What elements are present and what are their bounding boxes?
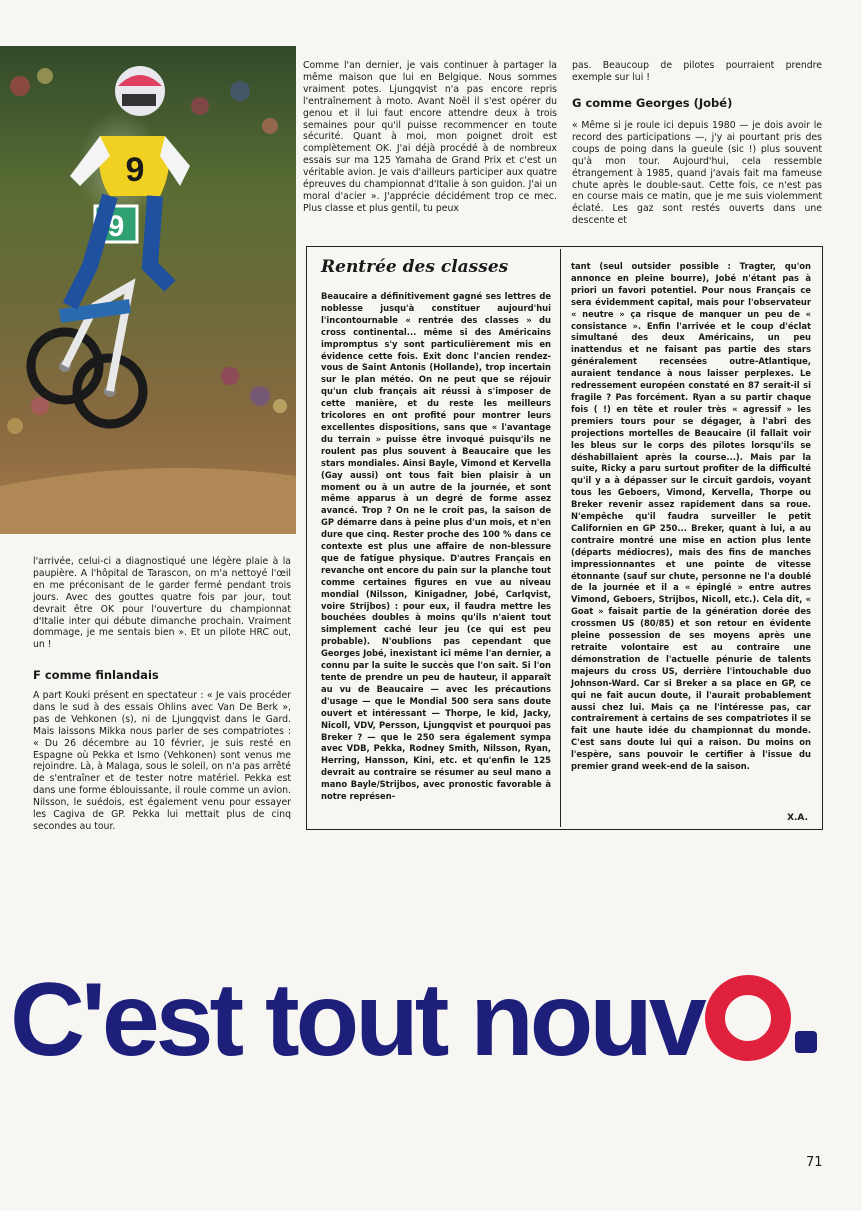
ad-red-o-letter bbox=[705, 975, 791, 1061]
bib-number: 9 bbox=[125, 151, 145, 189]
middle-column-top: Comme l'an dernier, je vais continuer à partager la même maison que lui en Belgique. Nous sommes vraiment potes. Ljungqvist n'a pas encore repris l'entraînement à moto. Avant Noël il s'est opérer du genou et il lui faut encore attendre deux à trois semaines pour qu'il puisse recommencer en toute sécurité. Quant à moi, mon poignet droit est complètement OK. J'ai déjà procédé à de nombreux essais sur ma 125 Yamaha de Grand Prix et c'est un véritable avion. Je vais d'ailleurs participer aux quatre épreuves du championnat d'Italie à son guidon. J'ai un moral d'acier ». J'apprécie décidément trop ce mec. Plus classe et plus gentil, tu peux bbox=[303, 60, 557, 214]
right-column-body-g: « Même si je roule ici depuis 1980 — je dois avoir le record des participations —, j'y ai pourtant pris des coups de poing dans la gueule (sic !) plus souvent qu'à mon tour. Aujourd'hui, cela ressemble étrangement à 1985, quand j'avais fait ma fameuse chute après le double-saut. Cette fois, ce n'est pas en course mais ce matin, que je me suis violemment éclaté. Les gaz sont restés ouverts dans une descente et bbox=[572, 120, 822, 227]
left-column-body-f: A part Kouki présent en spectateur : « Je vais procéder dans le sud à des essais Ohlins avec Van De Berk », pas de Vehkonen (s), ni de Ljungqvist dans le Gard. Mais laissons Mikka nous parler de ses compatriotes : « Du 26 décembre au 10 février, je suis resté en Espagne où Pekka et Ismo (Vehkonen) sont venus me rejoindre. Là, à Malaga, sous le soleil, on n'a pas arrêté de s'entraîner et de tester notre matériel. Pekka est dans une forme éblouissante, il roule comme un avion. Nilsson, le suédois, est également venu pour essayer les Cagiva de GP. Pekka lui mettait plus de cinq secondes au tour. bbox=[33, 690, 291, 832]
box-column-divider bbox=[560, 249, 561, 827]
ad-headline-text: C'est tout nouv bbox=[10, 962, 703, 1078]
sidebar-box-rentree-des-classes bbox=[306, 246, 823, 830]
ad-period-dot bbox=[795, 1031, 817, 1053]
page-number: 71 bbox=[806, 1155, 823, 1170]
motocross-photo bbox=[0, 46, 296, 534]
motocross-rider-illustration bbox=[0, 46, 296, 534]
ad-headline bbox=[10, 960, 855, 1080]
fender-number: 9 bbox=[107, 210, 125, 243]
heading-f-comme-finlandais: F comme finlandais bbox=[33, 668, 159, 682]
box-signature: X.A. bbox=[787, 813, 808, 823]
box-column-1: Beaucaire a définitivement gagné ses lettres de noblesse jusqu'à constituer aujourd'hui l'incontournable « rentrée des classes » du cross continental... même si des Américains impromptus s'y sont particulièrement mis en évidence cette fois. Exit donc l'ancien rendez-vous de Saint Antonis (Hollande), trop incertain sur le plan météo. On ne peut que se réjouir qu'un club français ait réussi à s'imposer de cette manière, et du reste les meilleurs tricolores en ont profité pour montrer leurs excellentes dispositions, sans que « l'avantage du terrain » puisse être invoqué puisqu'ils ne roulent pas plus souvent à Beaucaire que les stars mondiales. Ainsi Bayle, Vimond et Kervella (Gay aussi) ont tous fait bien plaisir à un moment ou à un autre de la journée, et sont même apparus à un degré de forme assez avancé. Trop ? On ne le croit pas, la saison de GP démarre dans à peine plus d'un mois, et n'en dure que cinq. Rester proche des 100 % dans ce contexte est plus une affaire de non-blessure que de fatigue physique. D'autres Français en revanche ont encore du pain sur la planche tout comme certaines figures en vue au niveau mondial (Nilsson, Kinigadner, Jobé, Carlqvist, voire Strijbos) : pour eux, il faudra mettre les bouchées doubles à moins qu'ils n'aient tout simplement caché leur jeu (ce qui est peu probable). N'oublions pas cependant que Georges Jobé, inexistant ici même l'an dernier, a connu par la suite le succès que l'on sait. Si l'on tente de prendre un peu de hauteur, il apparaît au vu de Beaucaire — avec les précautions d'usage — que le Mondial 500 sera sans doute ouvert et intéressant — Thorpe, le kid, Jacky, Nicoll, VDV, Persson, Ljungqvist et pourquoi pas Breker ? — que le 250 sera également sympa avec VDB, Pekka, Rodney Smith, Nilsson, Ryan, Herring, Hansson, Kini, etc. et qu'enfin le 125 devrait au contraire se résumer au seul mano a mano Bayle/Strijbos, avec pronostic favorable à notre représen- bbox=[321, 291, 551, 802]
box-column-2: tant (seul outsider possible : Tragter, qu'on annonce en pleine bourre), Jobé n'étant pas à priori un favori potentiel. Pour nous Français ce sera évidemment capital, mais pour l'observateur « neutre » ça risque de manquer un peu de « consistance ». Enfin l'arrivée et le coup d'éclat simultané des deux Américains, un peu inattendus et ne faisant pas partie des stars généralement recensées outre-Atlantique, auraient tendance à nous laisser perplexes. Le redressement européen constaté en 87 serait-il si fragile ? Pas forcément. Ryan a su partir chaque fois ( !) en tête et rouler très « agressif » les premiers tours pour se dégager, à l'abri des projections mortelles de Beaucaire (il fallait voir les bleus sur le corps des pilotes lorsqu'ils se déshabillaient après la course...). Mais par la suite, Ricky a paru surtout profiter de la difficulté qu'il y a à dépasser sur le circuit gardois, voyant tous les Geboers, Vimond, Kervella, Thorpe ou Breker revenir assez rapidement dans sa roue. N'empêche qu'il faudra surveiller le petit Californien en GP 250... Breker, quant à lui, a au contraire montré une mise en action plus lente (départs médiocres), mais des fins de manches impressionnantes et une pointe de vitesse étonnante (sauf sur chute, personne ne l'a doublé de la journée et il a « épinglé » entre autres Vimond, Geboers, Strijbos, Nicoll, etc.). Cela dit, « Goat » faisait partie de la génération dorée des crossmen US (80/85) et son retour en évidente pleine possession de ses moyens après une retraite volontaire est au contraire une démonstration de l'actuelle pénurie de talents majeurs du cross US, derrière l'intouchable duo Johnson-Ward. Car si Breker a sa place en GP, ce qui ne fait aucun doute, il l'aurait probablement aussi chez lui. Mais ça ne l'intéresse pas, car contrairement à certains de ses compatriotes il se fait une haute idée du championnat du monde. C'est sans doute lui qui a raison. Du moins on l'espère, sans pouvoir le certifier à l'issue du premier grand week-end de la saison. bbox=[571, 261, 811, 772]
left-column-intro: l'arrivée, celui-ci a diagnostiqué une légère plaie à la paupière. A l'hôpital de Tarascon, on m'a nettoyé l'œil en me préconisant de le garder fermé pendant trois jours. Avec des gouttes quatre fois par jour, tout devrait être OK pour l'ouverture du championnat d'Italie inter qui débute dimanche prochain. Vraiment dommage, je me sentais bien ». Et un pilote HRC out, un ! bbox=[33, 556, 291, 651]
right-column-top: pas. Beaucoup de pilotes pourraient prendre exemple sur lui ! bbox=[572, 60, 822, 83]
heading-g-comme-georges: G comme Georges (Jobé) bbox=[572, 96, 733, 110]
box-title: Rentrée des classes bbox=[321, 257, 509, 277]
